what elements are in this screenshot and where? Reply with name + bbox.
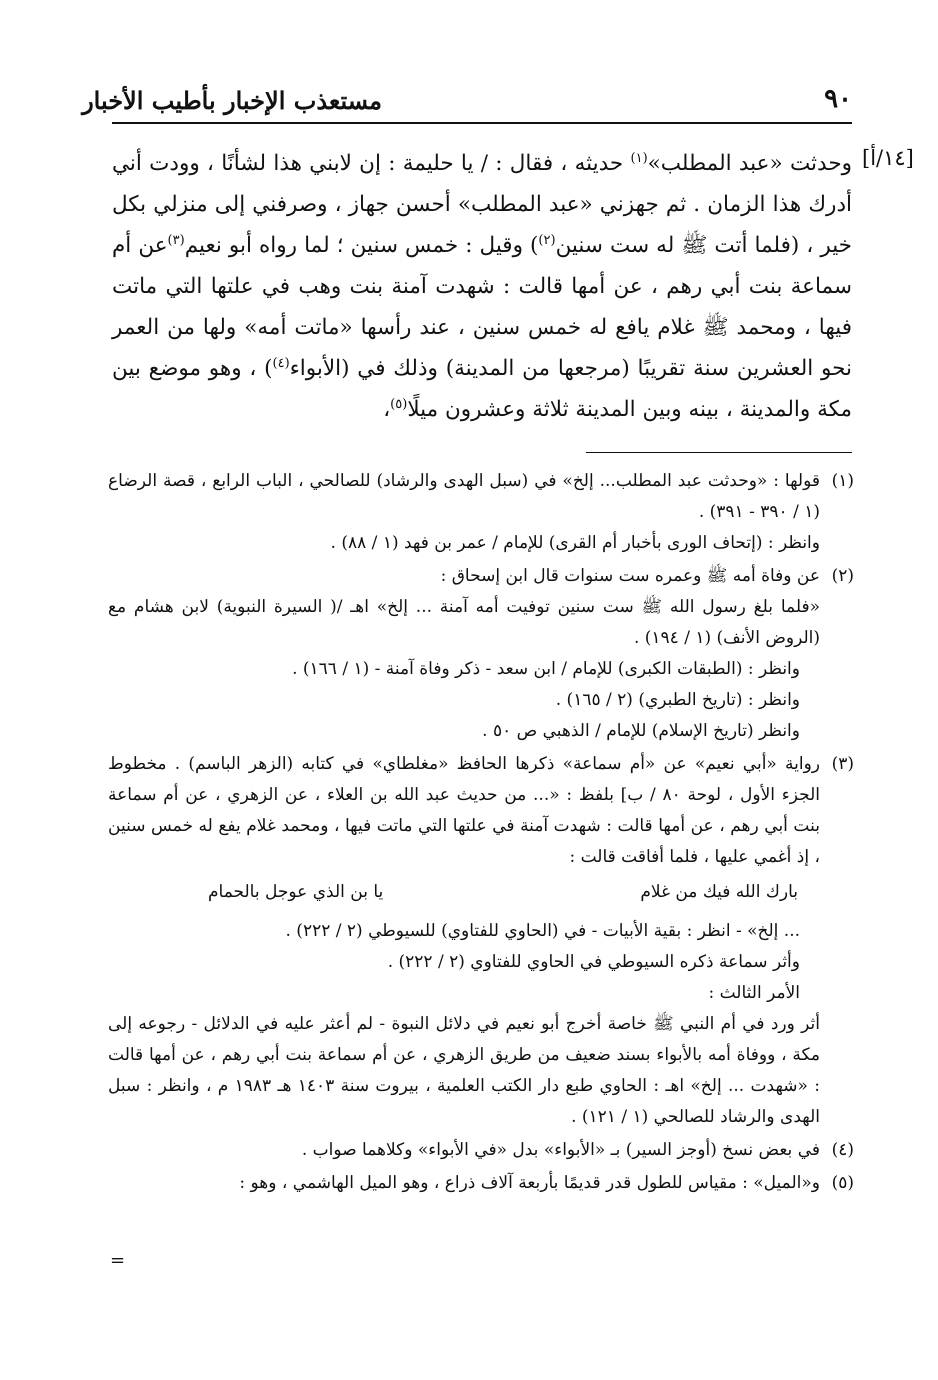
footnote-3: (٣) رواية «أبي نعيم» عن «أم سماعة» ذكرها الحافظ «مغلطاي» في كتابه (الزهر الباسم) . مخطوط الجزء الأول ، لوحة ٨٠ / ب] بلفظ : «... من حديث عبد الله بن العلاء ، عن الزهري ، عن أم سماعة بنت أبي رهم ، عن أمها قالت : شهدت آمنة في علتها التي ماتت فيها ، ومحمد غلام يفع له خمس سنين ، إذ أغمي عليها ، فلما أفاقت قالت : بارك الله فيك من غلام يا بن الذي عوجل بالحمام ... إلخ» - انظر : بقية الأبيات - في (الحاوي للفتاوي) للسيوطي (٢ / ٢٢٢) . وأثر سماعة ذكره السيوطي في الحاوي للفتاوي (٢ / ٢٢٢) . الأمر الثالث : أثر ورد في أم النبي ﷺ خاصة أخرج أبو نعيم في دلائل النبوة - لم أعثر عليه في الدلائل - رجوعه إلى مكة ، ووفاة أمه بالأبواء بسند ضعيف من طريق الزهري ، عن أم سماعة بنت أبي رهم ، عن أمها قالت : «شهدت ... إلخ» اهـ : الحاوي طبع دار الكتب العلمية ، بيروت سنة ١٤٠٣ هـ ١٩٨٣ م ، وانظر : سبل الهدى والرشاد للصالحي (١ / ١٢١) . xyxy=(108,749,854,1133)
margin-folio-marker: [١٤/أ] xyxy=(862,146,914,170)
footnote-number: (١) xyxy=(831,471,854,491)
continuation-mark: = xyxy=(110,1250,126,1271)
footnote-ref: (٥) xyxy=(390,396,408,412)
footnote-ref: (٤) xyxy=(272,355,290,371)
running-title: مستعذب الإخبار بأطيب الأخبار xyxy=(82,86,382,115)
header-rule xyxy=(112,122,852,124)
poetry-verse xyxy=(108,877,820,908)
footnotes xyxy=(108,466,854,1201)
footnote-number: (٢) xyxy=(831,566,854,586)
footnote-1: (١) قولها : «وحدثت عبد المطلب... إلخ» في (سبل الهدى والرشاد) للصالحي ، الباب الرابع ، قصة الرضاع (١ / ٣٩٠ - ٣٩١) . وانظر : (إتحاف الورى بأخبار أم القرى) للإمام / عمر بن فهد (١ / ٨٨) . xyxy=(108,466,854,559)
page-header xyxy=(82,84,852,120)
footnote-number: (٤) xyxy=(831,1140,854,1160)
footnote-number: (٥) xyxy=(831,1173,854,1193)
footnote-separator xyxy=(586,452,852,453)
footnote-ref: (٣) xyxy=(167,232,185,248)
footnote-4: (٤) في بعض نسخ (أوجز السير) بـ «الأبواء» بدل «في الأبواء» وكلاهما صواب . xyxy=(108,1135,854,1166)
verse-hemistich: بارك الله فيك من غلام xyxy=(640,882,798,902)
footnote-5: (٥) و«الميل» : مقياس للطول قدر قديمًا بأربعة آلاف ذراع ، وهو الميل الهاشمي ، وهو : xyxy=(108,1168,854,1199)
footnote-2: (٢) عن وفاة أمه ﷺ وعمره ست سنوات قال ابن إسحاق : «فلما بلغ رسول الله ﷺ ست سنين توفيت أمه آمنة ... إلخ» اهـ /( السيرة النبوية) لابن هشام مع (الروض الأنف) (١ / ١٩٤) . وانظر : (الطبقات الكبرى) للإمام / ابن سعد - ذكر وفاة آمنة - (١ / ١٦٦) . وانظر : (تاريخ الطبري) (٢ / ١٦٥) . وانظر (تاريخ الإسلام) للإمام / الذهبي ص ٥٠ . xyxy=(108,561,854,747)
main-text xyxy=(112,143,852,430)
page-number: ٩٠ xyxy=(824,84,852,114)
verse-hemistich: يا بن الذي عوجل بالحمام xyxy=(208,882,384,902)
footnote-number: (٣) xyxy=(831,754,854,774)
footnote-ref: (١) xyxy=(630,150,648,166)
footnote-ref: (٢) xyxy=(538,232,556,248)
main-paragraph: وحدثت «عبد المطلب»$^{(١)}$ حديثه ، فقال : / يا حليمة : إن لابني هذا لشأنًا ، وودت أني أدرك هذا الزمان . ثم جهزني «عبد المطلب» أحسن جهاز ، وصرفني إلى منزلي بكل خير ، (فلما أتت ﷺ له ست سنين$^{(٢)}$) وقيل : خمس سنين ؛ لما رواه أبو نعيم$^{(٣)}$عن أم سماعة بنت أبي رهم ، عن أمها قالت : شهدت آمنة بنت وهب في علتها التي ماتت فيها ، ومحمد ﷺ غلام يافع له خمس سنين ، عند رأسها «ماتت أمه» ولها من العمر نحو العشرين سنة تقريبًا (مرجعها من المدينة) وذلك في (الأبواء$^{(٤)}$) ، وهو موضع بين مكة والمدينة ، بينه وبين المدينة ثلاثة وعشرون ميلًا$^{(٥)}$، xyxy=(112,150,853,422)
